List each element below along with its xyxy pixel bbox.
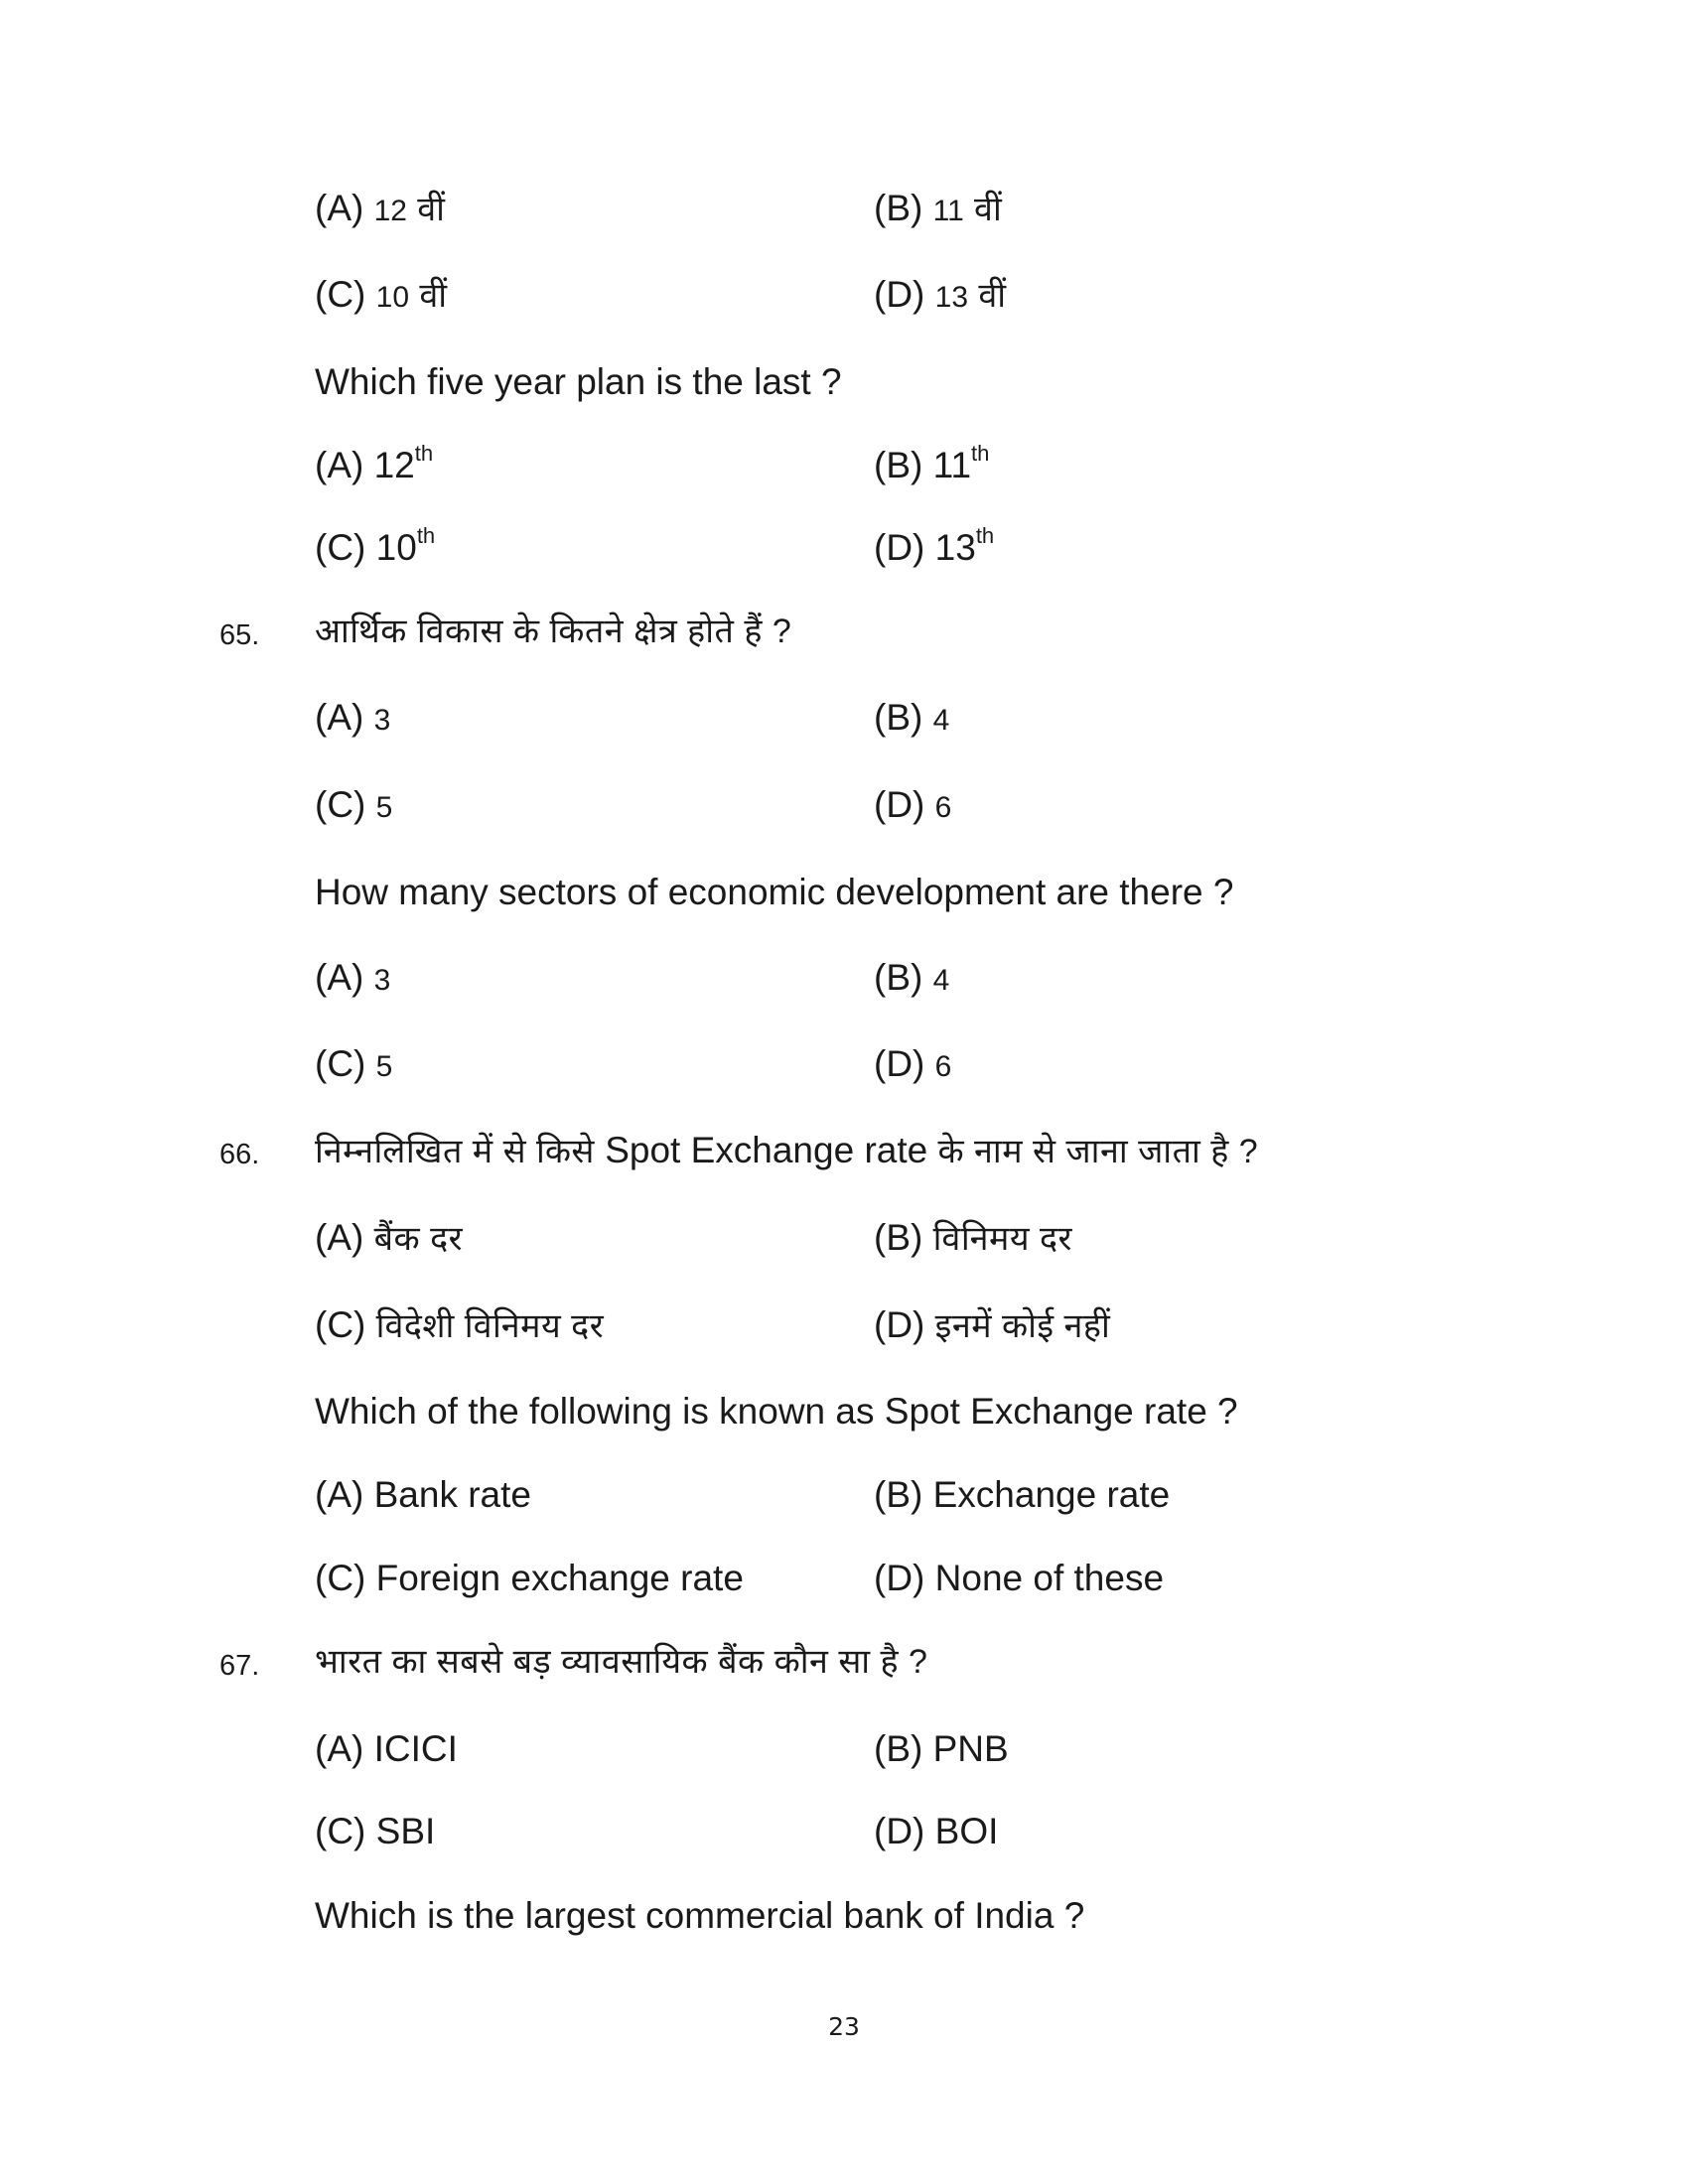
q67-option-d: [874, 1810, 998, 1853]
question-part-hindi: निम्नलिखित में से किसे: [315, 1133, 595, 1170]
option-number: 12: [373, 445, 415, 485]
option-value: 4: [932, 704, 950, 737]
option-letter: (B): [874, 445, 923, 485]
q66-en-option-b: [874, 1473, 1170, 1517]
option-letter: (D): [874, 1811, 925, 1851]
option-letter: (A): [315, 957, 364, 998]
option-value: 4: [932, 964, 950, 997]
q66-hi-option-b: [874, 1216, 1072, 1261]
option-letter: (C): [315, 274, 366, 315]
option-value: BOI: [934, 1811, 999, 1851]
option-suffix: वीं: [419, 277, 448, 315]
option-superscript: th: [975, 522, 995, 548]
q65-en-option-a: [315, 956, 390, 1003]
option-value: PNB: [932, 1728, 1009, 1769]
option-value: Foreign exchange rate: [375, 1558, 744, 1598]
q66-hi-option-a: [315, 1216, 463, 1261]
q66-number: 66.: [219, 1139, 260, 1170]
q66-en-option-d: [874, 1557, 1164, 1600]
option-number: 12: [373, 195, 407, 227]
option-letter: (D): [874, 274, 925, 315]
q64-hi-option-c: [315, 273, 448, 320]
option-letter: (A): [315, 1728, 364, 1769]
q67-option-b: [874, 1727, 1009, 1771]
option-letter: (B): [874, 1217, 923, 1258]
option-number: 10: [375, 527, 417, 568]
option-suffix: वीं: [417, 191, 446, 228]
option-value: 6: [934, 791, 952, 824]
option-superscript: th: [414, 440, 434, 466]
q64-en-option-c: [315, 522, 436, 570]
q65-en-option-b: [874, 956, 949, 1003]
option-letter: (A): [315, 445, 364, 485]
option-letter: (D): [874, 1558, 925, 1598]
question-part-hindi: के नाम से जाना जाता है ?: [937, 1133, 1259, 1170]
option-letter: (B): [874, 697, 923, 738]
option-value: 6: [934, 1050, 952, 1083]
q66-hi-option-d: [874, 1303, 1110, 1348]
option-value: 5: [375, 791, 393, 824]
q65-hi-option-d: [874, 783, 951, 830]
option-number: 13: [934, 527, 976, 568]
question-part-english: Spot Exchange rate: [605, 1130, 928, 1170]
option-value: 3: [373, 704, 391, 737]
option-letter: (C): [315, 1558, 366, 1598]
option-number: 11: [932, 195, 964, 227]
q67-option-a: [315, 1727, 458, 1771]
q67-option-c: [315, 1810, 435, 1853]
option-value: 5: [375, 1050, 393, 1083]
option-value: बैंक दर: [373, 1220, 464, 1258]
q65-en-option-c: [315, 1042, 392, 1089]
option-number: 10: [375, 281, 410, 314]
q64-hi-option-b: [874, 187, 1002, 233]
q66-en-option-c: [315, 1557, 744, 1600]
q65-number: 65.: [219, 619, 260, 651]
q64-en-option-b: [874, 440, 990, 487]
option-value: Exchange rate: [932, 1474, 1171, 1515]
q66-hi-question: [315, 1129, 1258, 1173]
option-superscript: th: [971, 440, 990, 466]
option-letter: (D): [874, 527, 925, 568]
option-suffix: वीं: [978, 277, 1007, 315]
option-letter: (B): [874, 188, 923, 228]
option-letter: (D): [874, 784, 925, 825]
option-value: इनमें कोई नहीं: [934, 1307, 1111, 1345]
option-letter: (A): [315, 1217, 364, 1258]
option-letter: (A): [315, 188, 364, 228]
option-letter: (C): [315, 527, 366, 568]
option-letter: (A): [315, 1474, 364, 1515]
q65-hi-option-a: [315, 696, 390, 743]
option-value: 3: [373, 964, 391, 997]
q64-hi-option-a: [315, 187, 445, 233]
q64-en-option-a: [315, 440, 434, 487]
q65-en-question: How many sectors of economic development are there ?: [315, 872, 1234, 912]
option-letter: (B): [874, 1728, 923, 1769]
q65-hi-option-b: [874, 696, 949, 743]
page-number: 23: [828, 2012, 860, 2041]
option-value: ICICI: [373, 1728, 458, 1769]
option-letter: (C): [315, 1811, 366, 1851]
option-letter: (C): [315, 1043, 366, 1084]
option-letter: (A): [315, 697, 364, 738]
q66-hi-option-c: [315, 1303, 604, 1348]
option-number: 13: [934, 281, 969, 314]
q65-hi-question: आर्थिक विकास के कितने क्षेत्र होते हैं ?: [315, 613, 792, 650]
option-value: None of these: [934, 1558, 1165, 1598]
option-suffix: वीं: [974, 191, 1003, 228]
q65-en-option-d: [874, 1042, 951, 1089]
option-value: SBI: [375, 1811, 436, 1851]
q66-en-option-a: [315, 1473, 531, 1517]
option-letter: (B): [874, 1474, 923, 1515]
option-letter: (C): [315, 1304, 366, 1345]
option-superscript: th: [416, 522, 436, 548]
q64-en-option-d: [874, 522, 995, 570]
q66-en-question: Which of the following is known as Spot Exchange rate ?: [315, 1391, 1238, 1432]
option-value: Bank rate: [373, 1474, 531, 1515]
option-letter: (D): [874, 1043, 925, 1084]
q64-en-question: Which five year plan is the last ?: [315, 361, 842, 402]
q65-hi-option-c: [315, 783, 392, 830]
option-value: विनिमय दर: [932, 1220, 1072, 1258]
q67-number: 67.: [219, 1650, 260, 1682]
q67-hi-question: भारत का सबसे बड़ व्यावसायिक बैंक कौन सा है ?: [315, 1643, 928, 1681]
option-letter: (C): [315, 784, 366, 825]
option-letter: (D): [874, 1304, 925, 1345]
q67-en-question: Which is the largest commercial bank of India ?: [315, 1895, 1085, 1936]
q64-hi-option-d: [874, 273, 1007, 320]
option-letter: (B): [874, 957, 923, 998]
option-value: विदेशी विनिमय दर: [375, 1307, 605, 1345]
option-number: 11: [932, 445, 972, 485]
